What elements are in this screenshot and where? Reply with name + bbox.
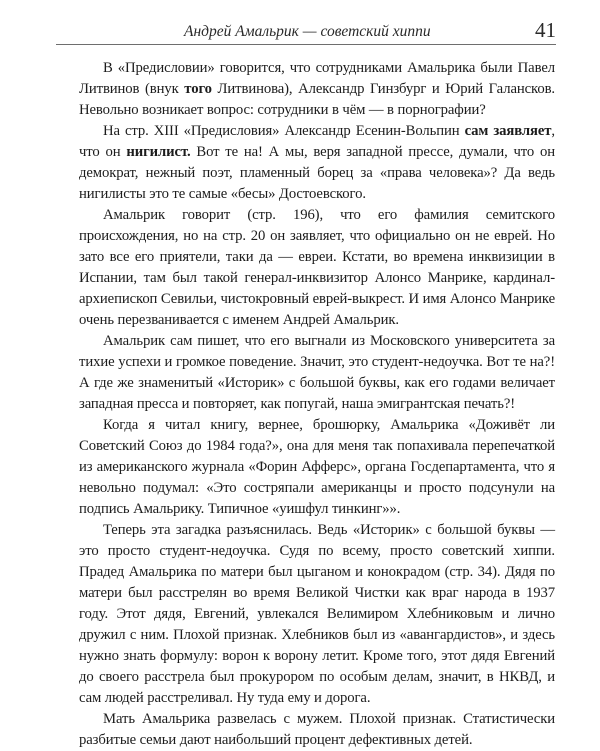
paragraph: Амальрик говорит (стр. 196), что его фамилия семитского происхождения, но на стр. 20 он заявляет, что официально он не еврей. Но зато все его приятели, таки да — евреи. Кстати, во времена инквизиции в Испании, там был такой генерал-инквизитор Алонсо Манрике, кардинал-архиепископ Севильи, чистокровный еврей-выкрест. И имя Алонсо Манрике очень перезванивается с именем Андрей Амальрик. xyxy=(79,207,555,328)
paragraph: На стр. XIII «Предисловия» Александр Есенин-Вольпин сам заявляет, что он нигилист. Вот те на! А мы, веря западной прессе, думали, что он демократ, нежный поэт, пламенный борец за «права человека»? Да ведь нигилисты это те самые «бесы» Достоевского. xyxy=(79,123,556,202)
body-text xyxy=(79,58,555,751)
paragraph: Амальрик сам пишет, что его выгнали из Московского университета за тихие успехи и громкое поведение. Значит, это студент-недоучка. Вот те на?! А где же знаменитый «Историк» с большой буквы, как его годами величает западная пресса и повторяет, как попугай, наша эмигрантская печать?! xyxy=(79,333,555,412)
paragraph: Когда я читал книгу, вернее, брошюрку, Амальрика «Доживёт ли Советский Союз до 1984 года?», она для меня так попахивала перепечаткой из американского журнала «Форин Афферс», органа Госдепартамента, что я невольно подумал: «Это состряпали американцы и просто подсунули на подпись Амальрику. Типичное «уишфул тинкинг»». xyxy=(79,417,555,517)
paragraph: Мать Амальрика развелась с мужем. Плохой признак. Статистически разбитые семьи дают наибольший процент дефективных детей. xyxy=(79,711,555,748)
page-number: 41 xyxy=(535,18,556,42)
running-title: Андрей Амальрик — советский хиппи xyxy=(184,23,431,40)
page-header xyxy=(56,10,556,45)
paragraph: Теперь эта загадка разъяснилась. Ведь «Историк» с большой буквы — это просто студент-недоучка. Судя по всему, просто советский хиппи. Прадед Амальрика по матери был цыганом и конокрадом (стр. 34). Дядя по матери был расстрелян во время Великой Чистки как враг народа в 1937 году. Этот дядя, Евгений, увлекался Велимиром Хлебниковым и лично дружил с ним. Плохой признак. Хлебников был из «авангардистов», и здесь нужно знать формулу: ворон к ворону летит. Кроме того, этот дядя Евгений до своего расстрела был прокурором по особым делам, значит, в НКВД, и сам людей расстреливал. Ну туда ему и дорога. xyxy=(79,522,555,706)
paragraph: В «Предисловии» говорится, что сотрудниками Амальрика были Павел Литвинов (внук того Литвинова), Александр Гинзбург и Юрий Галансков. Невольно возникает вопрос: сотрудники в чём — в порнографии? xyxy=(79,60,555,118)
